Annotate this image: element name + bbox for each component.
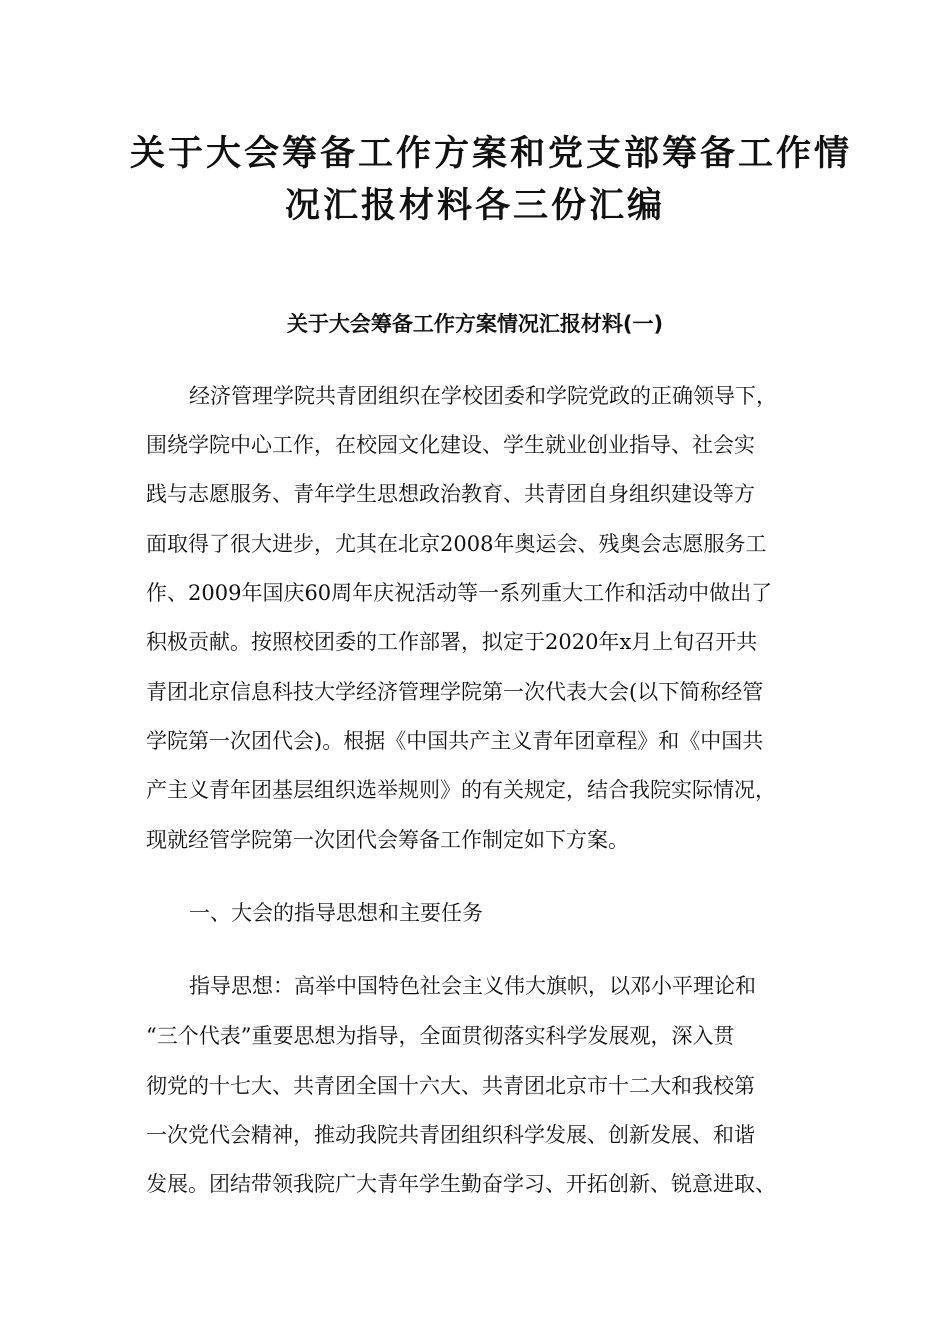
paragraph-line: 经济管理学院共青团组织在学校团委和学院党政的正确领导下， <box>189 384 777 408</box>
paragraph-line: 现就经管学院第一次团代会筹备工作制定如下方案。 <box>146 828 629 852</box>
paragraph-line: 彻党的十七大、共青团全国十六大、共青团北京市十二大和我校第 <box>146 1074 755 1098</box>
paragraph-line: 青团北京信息科技大学经济管理学院第一次代表大会(以下简称经管 <box>146 680 764 704</box>
paragraph-line: 一次党代会精神，推动我院共青团组织科学发展、创新发展、和谐 <box>146 1123 755 1147</box>
document-title <box>130 128 853 232</box>
section-heading: 关于大会筹备工作方案情况汇报材料(一) <box>286 312 664 336</box>
paragraph-line: 指导思想：高举中国特色社会主义伟大旗帜，以邓小平理论和 <box>189 974 756 998</box>
paragraph-line: 践与志愿服务、青年学生思想政治教育、共青团自身组织建设等方 <box>146 482 755 506</box>
paragraph-line: 发展。团结带领我院广大青年学生勤奋学习、开拓创新、锐意进取、 <box>146 1172 776 1196</box>
paragraph-line: 学院第一次团代会)。根据《中国共产主义青年团章程》和《中国共 <box>146 729 764 753</box>
paragraph-line: 围绕学院中心工作，在校园文化建设、学生就业创业指导、社会实 <box>146 433 755 457</box>
document-title-line: 关于大会筹备工作方案和党支部筹备工作情 <box>130 134 853 174</box>
paragraph-line: 面取得了很大进步，尤其在北京2008年奥运会、残奥会志愿服务工 <box>146 532 767 556</box>
subheading: 一、大会的指导思想和主要任务 <box>189 901 483 925</box>
paragraph-line: 产主义青年团基层组织选举规则》的有关规定，结合我院实际情况， <box>146 778 776 802</box>
paragraph-line: 积极贡献。按照校团委的工作部署，拟定于2020年x月上旬召开共 <box>146 630 758 654</box>
paragraph-line: “三个代表”重要思想为指导，全面贯彻落实科学发展观，深入贯 <box>146 1024 735 1048</box>
document-title-line: 况汇报材料各三份汇编 <box>284 186 665 226</box>
paragraph-line: 作、2009年国庆60周年庆祝活动等一系列重大工作和活动中做出了 <box>146 581 773 605</box>
